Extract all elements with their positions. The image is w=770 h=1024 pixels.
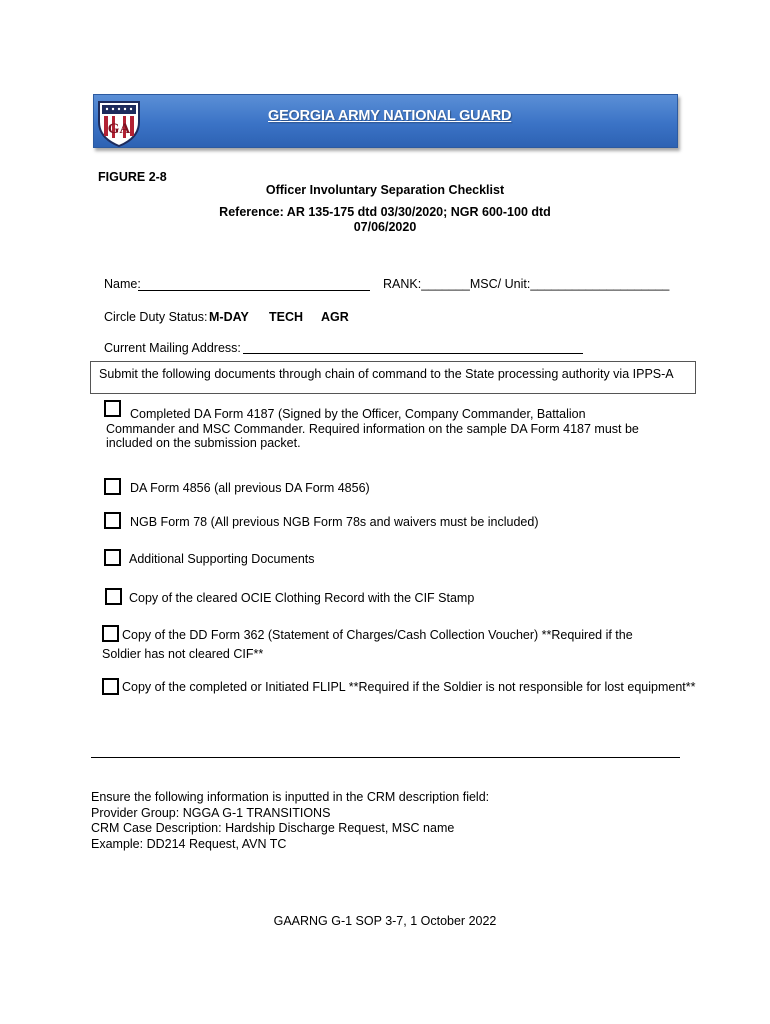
checklist-item-dd-362-line2: Soldier has not cleared CIF** — [102, 647, 264, 661]
msc-unit-label: MSC/ Unit: — [469, 277, 531, 291]
crm-example: Example: DD214 Request, AVN TC — [91, 836, 287, 851]
mailing-address-label: Current Mailing Address: — [104, 341, 241, 355]
duty-option-agr[interactable]: AGR — [321, 310, 349, 324]
crm-instructions — [91, 790, 489, 852]
checkbox-additional-docs[interactable] — [104, 549, 121, 566]
duty-option-tech[interactable]: TECH — [269, 310, 304, 324]
name-label: Name: — [104, 277, 141, 291]
crm-case-description: CRM Case Description: Hardship Discharge Request, MSC name — [91, 821, 455, 835]
checklist-item-ngb-78: NGB Form 78 (All previous NGB Form 78s and waivers must be included) — [130, 515, 539, 529]
submit-instruction-text: Submit the following documents through chain of command to the State processing authority via IPPS-A — [99, 367, 674, 381]
checkbox-ocie-record[interactable] — [105, 588, 122, 605]
logo-text: GA — [107, 121, 131, 137]
figure-label: FIGURE 2-8 — [98, 170, 167, 184]
checklist-item-da-4187-line2: Commander and MSC Commander. Required information on the sample DA Form 4187 must be — [106, 422, 639, 436]
rank-field[interactable]: _______ — [421, 277, 470, 291]
header-title: GEORGIA ARMY NATIONAL GUARD — [268, 108, 512, 124]
checklist-item-ocie-record: Copy of the cleared OCIE Clothing Record with the CIF Stamp — [129, 591, 475, 605]
msc-unit-field[interactable]: ____________________ — [530, 277, 670, 291]
checklist-item-flipl: Copy of the completed or Initiated FLIPL **Required if the Soldier is not responsible for lost equipment** — [122, 680, 696, 694]
crm-intro: Ensure the following information is inputted in the CRM description field: — [91, 790, 490, 804]
reference-line-2: 07/06/2020 — [353, 220, 417, 234]
checkbox-dd-form-362[interactable] — [102, 625, 119, 642]
duty-option-mday[interactable]: M-DAY — [209, 310, 249, 324]
checklist-item-da-4856: DA Form 4856 (all previous DA Form 4856) — [130, 481, 370, 495]
checklist-item-da-4187-line1: Completed DA Form 4187 (Signed by the Officer, Company Commander, Battalion — [130, 407, 586, 421]
checkbox-da-form-4856[interactable] — [104, 478, 121, 495]
section-divider — [91, 757, 680, 758]
reference-line-1: Reference: AR 135-175 dtd 03/30/2020; NGR 600-100 dtd — [219, 205, 551, 219]
checklist-item-da-4187-line3: included on the submission packet. — [106, 436, 301, 450]
rank-label — [383, 277, 669, 291]
crm-provider-group: Provider Group: NGGA G-1 TRANSITIONS — [91, 805, 331, 820]
rank-label-text: RANK: — [383, 277, 422, 291]
document-title: Officer Involuntary Separation Checklist — [265, 183, 505, 197]
footer-sop-reference: GAARNG G-1 SOP 3-7, 1 October 2022 — [273, 914, 497, 928]
georgia-guard-shield-logo — [93, 96, 145, 148]
checkbox-flipl[interactable] — [102, 678, 119, 695]
checklist-item-dd-362-line1: Copy of the DD Form 362 (Statement of Charges/Cash Collection Voucher) **Required if the — [122, 628, 633, 642]
mailing-address-field[interactable] — [243, 353, 583, 354]
checkbox-ngb-form-78[interactable] — [104, 512, 121, 529]
duty-status-label: Circle Duty Status: — [104, 310, 208, 324]
checklist-item-additional-docs: Additional Supporting Documents — [129, 552, 315, 566]
name-field[interactable] — [138, 290, 370, 291]
checkbox-da-form-4187[interactable] — [104, 400, 121, 417]
